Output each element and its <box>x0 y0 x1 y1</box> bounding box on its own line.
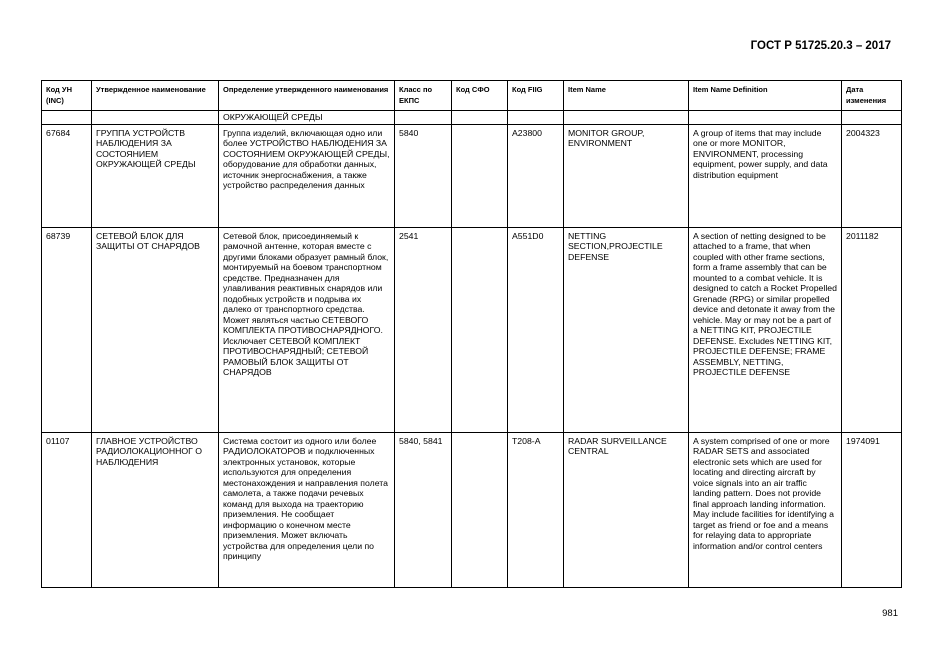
col-header-inc: Код УН (INC) <box>42 81 92 111</box>
document-title: ГОСТ Р 51725.20.3 – 2017 <box>750 40 891 52</box>
col-header-item-def: Item Name Definition <box>689 81 842 111</box>
cell-item-name: NETTING SECTION,PROJECTILE DEFENSE <box>564 227 689 432</box>
cell-fiig: T208-A <box>508 432 564 587</box>
cell-inc: 68739 <box>42 227 92 432</box>
cell-item-name: RADAR SURVEILLANCE CENTRAL <box>564 432 689 587</box>
cell-sfo <box>452 227 508 432</box>
cell-definition: Группа изделий, включающая одно или более УСТРОЙСТВО НАБЛЮДЕНИЯ ЗА СОСТОЯНИЕМ ОКРУЖАЮЩЕЙ СРЕДЫ, оборудование для обработки данных, источник энергоснабжения, а также устройство распределения данных <box>219 124 395 227</box>
cell-definition: Сетевой блок, присоединяемый к рамочной антенне, которая вместе с другими блоками образует рамный блок, монтируемый на боевом транспортном средстве. Предназначен для улавливания реактивных снарядов или подобных устройств и подрыва их далеко от транспортного средства. Может являться частью СЕТЕВОГО КОМПЛЕКТА ПРОТИВОСНАРЯДНОГО. Исключает СЕТЕВОЙ КОМПЛЕКТ ПРОТИВОСНАРЯДНЫЙ; СЕТЕВОЙ РАМОВЫЙ БЛОК ЗАЩИТЫ ОТ СНАРЯДОВ <box>219 227 395 432</box>
cell-sfo <box>452 124 508 227</box>
col-header-definition: Определение утвержденного наименования <box>219 81 395 111</box>
table-row <box>42 432 902 587</box>
cell-item-def: A system comprised of one or more RADAR SETS and associated electronic sets which are used for locating and directing aircraft by voice signals into an air traffic landing pattern. Does not provide final approach landing information. May include facilities for identifying a target as friend or foe and a means for relaying data to appropriate information and/or control centers <box>689 432 842 587</box>
continuation-text: ОКРУЖАЮЩЕЙ СРЕДЫ <box>219 111 395 125</box>
cell-ekps: 5840, 5841 <box>395 432 452 587</box>
col-header-sfo: Код СФО <box>452 81 508 111</box>
cell-inc: 67684 <box>42 124 92 227</box>
cell-fiig: A23800 <box>508 124 564 227</box>
cell-name: ГРУППА УСТРОЙСТВ НАБЛЮДЕНИЯ ЗА СОСТОЯНИЕМ ОКРУЖАЮЩЕЙ СРЕДЫ <box>92 124 219 227</box>
classification-table <box>41 80 902 588</box>
cell-date: 1974091 <box>842 432 902 587</box>
cell-item-name: MONITOR GROUP, ENVIRONMENT <box>564 124 689 227</box>
cell-ekps: 2541 <box>395 227 452 432</box>
cell-name: ГЛАВНОЕ УСТРОЙСТВО РАДИОЛОКАЦИОННОГ О НАБЛЮДЕНИЯ <box>92 432 219 587</box>
col-header-item-name: Item Name <box>564 81 689 111</box>
cell-item-def: A section of netting designed to be attached to a frame, that when coupled with other frame sections, form a frame assembly that can be mounted to a combat vehicle. It is designed to catch a Rocket Propelled Grenade (RPG) or similar propelled device and detonate it away from the vehicle. May or may not be a part of a NETTING KIT, PROJECTILE DEFENSE. Excludes NETTING KIT, PROJECTILE DEFENSE; FRAME ASSEMBLY, NETTING, PROJECTILE DEFENSE <box>689 227 842 432</box>
col-header-ekps: Класс по ЕКПС <box>395 81 452 111</box>
col-header-date: Дата изменения <box>842 81 902 111</box>
cell-ekps: 5840 <box>395 124 452 227</box>
table-row <box>42 124 902 227</box>
cell-date: 2004323 <box>842 124 902 227</box>
cell-item-def: A group of items that may include one or more MONITOR, ENVIRONMENT, processing equipment, power supply, and data distribution equipment <box>689 124 842 227</box>
page-number: 981 <box>882 608 898 619</box>
col-header-name: Утвержденное наименование <box>92 81 219 111</box>
table-header-row <box>42 81 902 111</box>
col-header-fiig: Код FIIG <box>508 81 564 111</box>
cell-date: 2011182 <box>842 227 902 432</box>
continuation-row <box>42 111 902 125</box>
table-row <box>42 227 902 432</box>
cell-definition: Система состоит из одного или более РАДИОЛОКАТОРОВ и подключенных электронных установок, которые используются для определения местонахождения и направления полета самолета, а также подачи речевых команд для выхода на траекторию приземления. Не сообщает информацию о конечном месте приземления. Может включать устройства для определения цели по принципу <box>219 432 395 587</box>
cell-inc: 01107 <box>42 432 92 587</box>
cell-sfo <box>452 432 508 587</box>
cell-fiig: A551D0 <box>508 227 564 432</box>
cell-name: СЕТЕВОЙ БЛОК ДЛЯ ЗАЩИТЫ ОТ СНАРЯДОВ <box>92 227 219 432</box>
